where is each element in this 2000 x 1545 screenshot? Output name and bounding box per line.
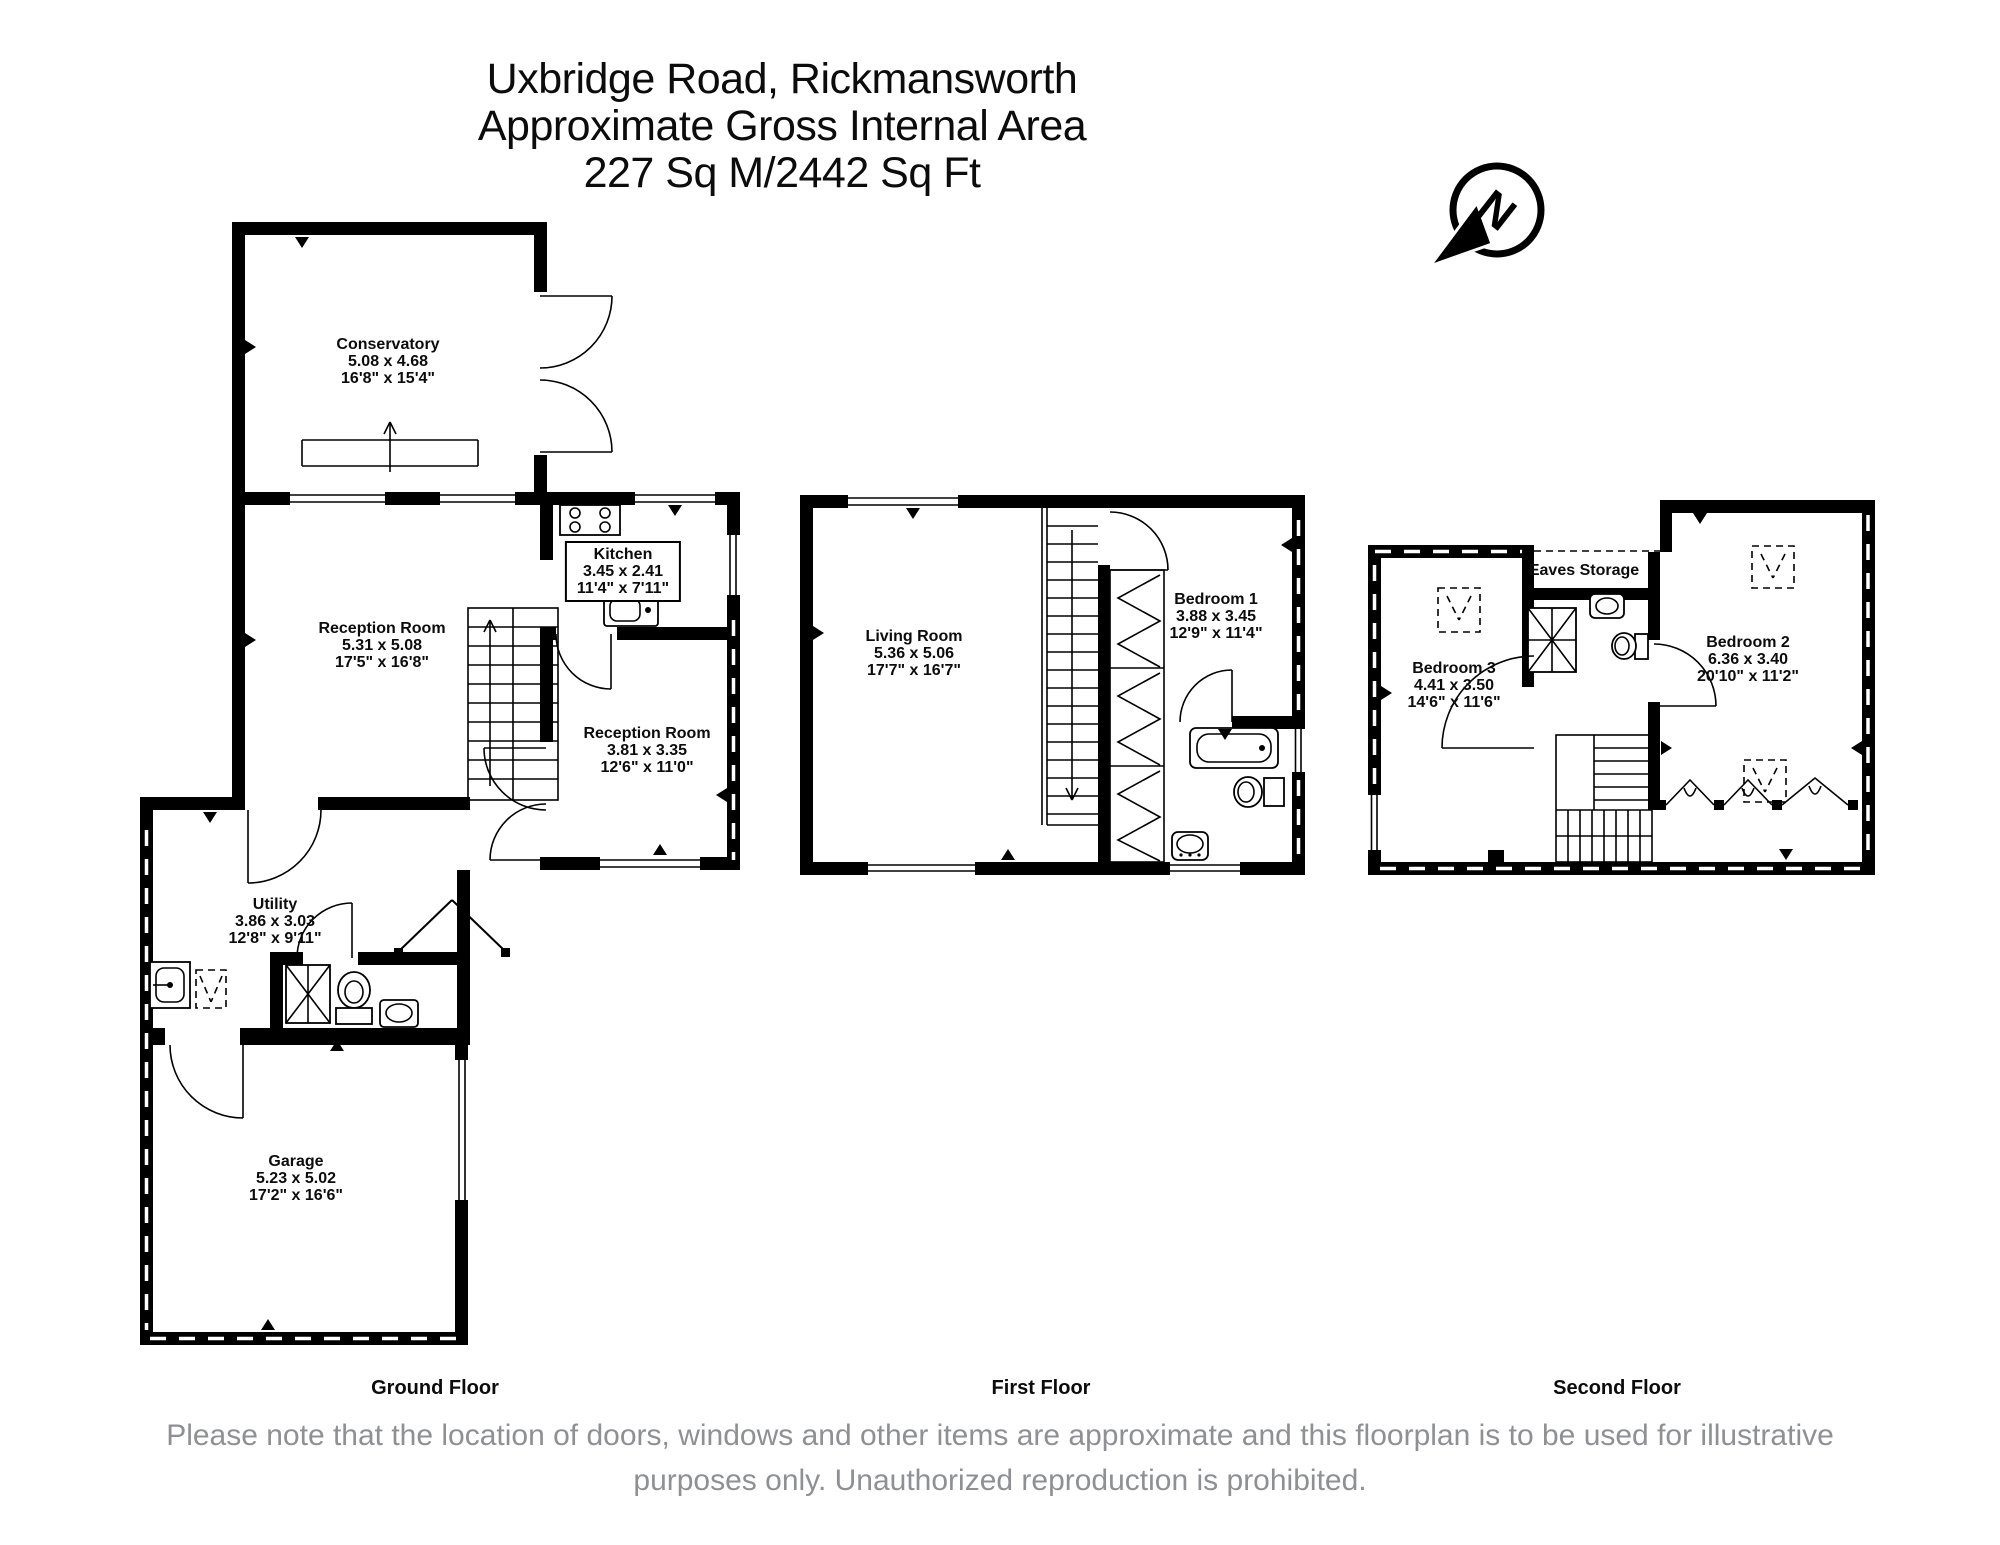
- sink-icon: [150, 962, 190, 1008]
- room-dims-metric: 5.08 x 4.68: [347, 353, 429, 370]
- room-dims-metric: 5.23 x 5.02: [255, 1170, 337, 1187]
- room-name: Reception Room: [583, 725, 711, 742]
- room-dims-imperial: 12'9" x 11'4": [1169, 625, 1263, 642]
- room-name: Living Room: [865, 628, 963, 645]
- shower-icon: [286, 965, 330, 1023]
- room-dims-imperial: 17'5" x 16'8": [335, 654, 429, 671]
- window: [1372, 795, 1378, 850]
- room-dims-metric: 4.41 x 3.50: [1413, 677, 1495, 694]
- stairs: [1042, 508, 1098, 825]
- room-dims-imperial: 14'6" x 11'6": [1407, 694, 1501, 711]
- room-label-bedroom-2: [1697, 634, 1799, 685]
- sink-icon: [380, 1000, 418, 1027]
- room-name: Reception Room: [318, 620, 446, 637]
- window: [290, 495, 715, 502]
- room-dims-imperial: 11'4" x 7'11": [576, 580, 670, 597]
- room-label-utility: [228, 896, 321, 947]
- room-dims-metric: 5.36 x 5.06: [873, 645, 955, 662]
- door-arc: [248, 810, 321, 883]
- room-name: Bedroom 3: [1412, 660, 1496, 677]
- disclaimer-line-1: Please note that the location of doors, windows and other items are approximate and this floorplan is to be used for illustrative: [166, 1419, 1834, 1452]
- title-address: Uxbridge Road, Rickmansworth: [486, 55, 1078, 103]
- door-arc: [394, 900, 510, 957]
- garage-door: [459, 1060, 465, 1200]
- room-dims-metric: 3.86 x 3.03: [234, 913, 316, 930]
- title-area-value: 227 Sq M/2442 Sq Ft: [583, 149, 981, 197]
- window: [1296, 728, 1302, 772]
- room-name: Bedroom 2: [1706, 634, 1790, 651]
- bath-icon: [1190, 728, 1278, 768]
- room-label-reception-1: [318, 620, 445, 671]
- toilet-icon: [336, 972, 372, 1024]
- room-label-living-room: [866, 628, 963, 679]
- room-dims-imperial: 12'8" x 9'11": [228, 930, 322, 947]
- room-name: Kitchen: [593, 546, 653, 563]
- french-doors: [540, 296, 612, 452]
- room-label-reception-2: [583, 725, 710, 776]
- room-name: Eaves Storage: [1528, 562, 1640, 579]
- north-compass-icon: [1430, 166, 1541, 266]
- sink-icon: [1172, 832, 1208, 860]
- room-label-garage: [249, 1153, 343, 1204]
- toilet-icon: [1234, 777, 1284, 807]
- window: [600, 860, 700, 867]
- door-arc: [170, 1045, 243, 1118]
- room-dims-imperial: 16'8" x 15'4": [341, 370, 435, 387]
- ground-floor-plan: [140, 222, 740, 1345]
- caption-ground-floor: Ground Floor: [371, 1377, 499, 1399]
- room-label-bedroom-3: [1407, 660, 1500, 711]
- room-label-eaves-storage: [1529, 562, 1639, 579]
- wardrobe: [1656, 778, 1858, 810]
- disclaimer-note: [0, 1413, 2000, 1503]
- room-dims-imperial: 12'6" x 11'0": [600, 759, 694, 776]
- door-arc: [484, 748, 546, 860]
- page-title: [478, 56, 1086, 197]
- window: [730, 535, 736, 595]
- first-floor-plan: [800, 495, 1305, 875]
- wardrobe: [1110, 570, 1164, 862]
- title-area-caption: Approximate Gross Internal Area: [477, 102, 1087, 150]
- room-label-bedroom-1: [1169, 591, 1262, 642]
- room-dims-metric: 3.45 x 2.41: [582, 563, 664, 580]
- door-arc: [556, 634, 611, 689]
- room-name: Utility: [252, 896, 298, 913]
- north-letter: N: [1467, 179, 1527, 241]
- room-label-kitchen: [565, 541, 681, 602]
- room-dims-metric: 5.31 x 5.08: [341, 637, 423, 654]
- door-arc: [1110, 512, 1168, 570]
- hob-icon: [560, 505, 620, 535]
- step-bench: [302, 422, 478, 472]
- caption-second-floor: Second Floor: [1553, 1377, 1681, 1399]
- room-dims-metric: 3.81 x 3.35: [606, 742, 688, 759]
- room-name: Conservatory: [336, 336, 440, 353]
- room-dims-imperial: 20'10" x 11'2": [1697, 668, 1799, 685]
- room-dims-imperial: 17'2" x 16'6": [249, 1187, 343, 1204]
- sink-icon: [1590, 594, 1624, 618]
- window: [848, 498, 958, 505]
- toilet-icon: [1612, 633, 1648, 659]
- disclaimer-line-2: purposes only. Unauthorized reproduction is prohibited.: [633, 1464, 1367, 1497]
- room-label-conservatory: [336, 336, 439, 387]
- room-dims-metric: 3.88 x 3.45: [1175, 608, 1257, 625]
- door-arc: [1180, 670, 1232, 722]
- room-dims-imperial: 17'7" x 16'7": [867, 662, 961, 679]
- shower-icon: [1528, 608, 1576, 672]
- room-dims-metric: 6.36 x 3.40: [1707, 651, 1789, 668]
- stairs: [1556, 735, 1652, 862]
- room-name: Bedroom 1: [1174, 591, 1258, 608]
- appliance-space-icon: [196, 970, 226, 1008]
- dimension-markers: [813, 508, 1292, 860]
- room-name: Garage: [268, 1153, 324, 1170]
- chimney: [1488, 850, 1504, 862]
- caption-first-floor: First Floor: [991, 1377, 1091, 1399]
